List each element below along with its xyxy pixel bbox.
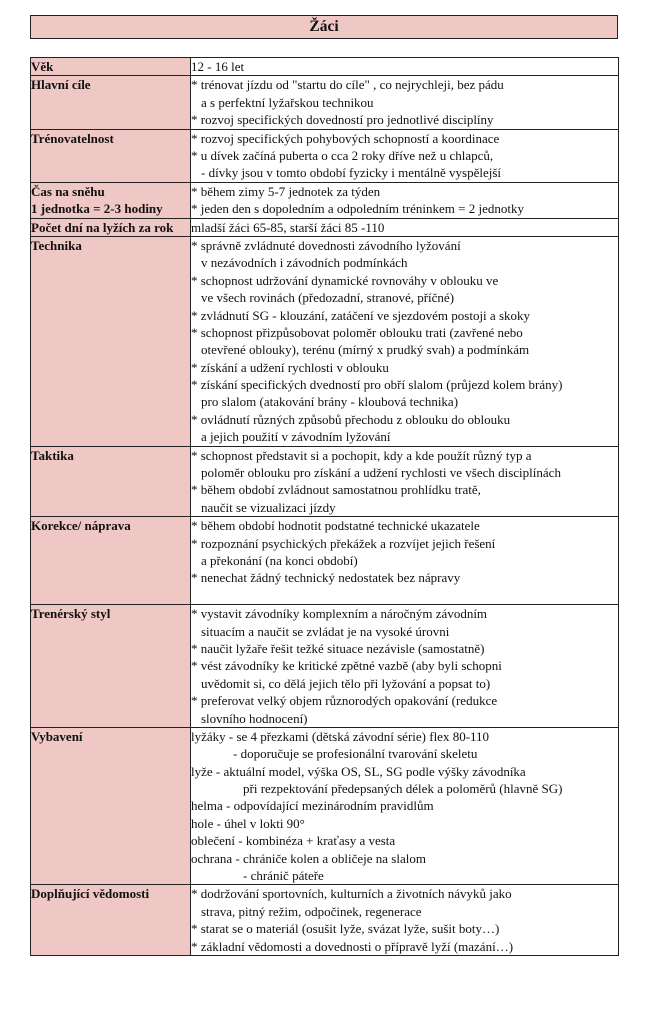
content-line — [191, 587, 618, 604]
content-line: - chránič páteře — [243, 868, 324, 884]
content-line: * starat se o materiál (osušit lyže, svázat lyže, sušit boty…) — [191, 921, 500, 937]
content-line: otevřené oblouky), terénu (mírný x prudký svah) a podmínkám — [201, 342, 530, 358]
training-table — [30, 57, 619, 956]
content-line: pro slalom (atakování brány - kloubová technika) — [201, 394, 459, 410]
content-line: - dívky jsou v tomto období fyzicky i mentálně vyspělejší — [201, 165, 502, 181]
table-row — [31, 605, 619, 728]
content-line: 12 - 16 let — [191, 59, 245, 74]
row-content — [191, 517, 619, 605]
table-row — [31, 885, 619, 956]
content-line: * získání specifických dvedností pro obří slalom (průjezd kolem brány) — [191, 377, 563, 393]
table-row — [31, 58, 619, 76]
row-label — [31, 885, 191, 956]
row-label-text: Věk — [31, 59, 54, 74]
content-line: * zvládnutí SG - klouzání, zatáčení ve sjezdovém postoji a skoky — [191, 307, 530, 323]
row-content — [191, 727, 619, 885]
content-line: * základní vědomosti a dovednosti o přípravě lyží (mazání…) — [191, 938, 514, 954]
content-line: naučit se vizualizaci jízdy — [201, 499, 336, 515]
row-label — [31, 58, 191, 76]
row-label — [31, 76, 191, 129]
row-label-text: Počet dní na lyžích za rok — [31, 219, 174, 235]
row-content — [191, 236, 619, 446]
content-line: * získání a udžení rychlosti v oblouku — [191, 359, 389, 375]
row-label-text: Taktika — [31, 447, 74, 463]
content-line: hole - úhel v lokti 90° — [191, 815, 305, 831]
row-label — [31, 182, 191, 218]
row-label-text: Doplňující vědomosti — [31, 886, 150, 902]
content-line: slovního hodnocení) — [201, 710, 308, 726]
content-line: * schopnost přizpůsobovat poloměr oblouku trati (zavřené nebo — [191, 324, 523, 340]
content-line: poloměr oblouku pro získání a udžení rychlosti ve všech disciplínách — [201, 465, 561, 481]
content-line: - doporučuje se profesionální tvarování skeletu — [233, 746, 478, 762]
row-content — [191, 58, 619, 76]
row-label — [31, 517, 191, 605]
content-line: lyžáky - se 4 přezkami (dětská závodní série) flex 80-110 — [191, 728, 490, 744]
row-label — [31, 129, 191, 182]
row-label-text: Trenérský styl — [31, 606, 111, 622]
row-content — [191, 218, 619, 236]
content-line: * naučit lyžaře řešit težké situace nezávisle (samostatně) — [191, 640, 485, 656]
row-label-text: Čas na sněhu — [31, 183, 105, 199]
row-label — [31, 236, 191, 446]
table-row — [31, 236, 619, 446]
table-row — [31, 517, 619, 605]
table-row — [31, 446, 619, 517]
content-line: * rozvoj specifických pohybových schopností a koordinace — [191, 130, 500, 146]
row-label — [31, 605, 191, 728]
row-content — [191, 885, 619, 956]
content-line: * během zimy 5-7 jednotek za týden — [191, 183, 381, 199]
content-line: oblečení - kombinéza + kraťasy a vesta — [191, 833, 396, 849]
content-line: * správně zvládnuté dovednosti závodního lyžování — [191, 237, 461, 253]
content-line: lyže - aktuální model, výška OS, SL, SG podle výšky závodníka — [191, 763, 526, 779]
table-body — [31, 58, 619, 956]
row-label-text: Technika — [31, 237, 82, 253]
table-row — [31, 182, 619, 218]
row-label — [31, 218, 191, 236]
row-content — [191, 129, 619, 182]
content-line: * vést závodníky ke kritické zpětné vazbě (aby byli schopni — [191, 658, 502, 674]
row-content — [191, 182, 619, 218]
content-line: * rozpoznání psychických překážek a rozvíjet jejich řešení — [191, 535, 496, 551]
content-line: * nenechat žádný technický nedostatek bez nápravy — [191, 570, 461, 586]
content-line: uvědomit si, co dělá jejich tělo při lyžování a popsat to) — [201, 675, 491, 691]
content-line: při rezpektování předepsaných délek a poloměrů (hlavně SG) — [243, 781, 563, 797]
content-line: * jeden den s dopoledním a odpoledním tréninkem = 2 jednotky — [191, 201, 524, 217]
content-line: * schopnost představit si a pochopit, kdy a kde použít různý typ a — [191, 447, 532, 463]
content-line: * u dívek začíná puberta o cca 2 roky dříve než u chlapců, — [191, 147, 494, 163]
table-row — [31, 129, 619, 182]
table-row — [31, 76, 619, 129]
table-row — [31, 727, 619, 885]
content-line: ochrana - chrániče kolen a obličeje na slalom — [191, 850, 426, 866]
content-line: strava, pitný režim, odpočinek, regenerace — [201, 903, 422, 919]
row-label — [31, 446, 191, 517]
content-line: * dodržování sportovních, kulturních a životních návyků jako — [191, 886, 512, 902]
content-line: mladší žáci 65-85, starší žáci 85 -110 — [191, 219, 385, 235]
row-content — [191, 76, 619, 129]
content-line: * během období zvládnout samostatnou prohlídku tratě, — [191, 482, 481, 498]
content-line: ve všech rovinách (předozadní, stranové, příčné) — [201, 290, 455, 306]
table-row — [31, 218, 619, 236]
content-line: helma - odpovídající mezinárodním pravidlům — [191, 798, 434, 814]
row-label-text: Vybavení — [31, 728, 83, 744]
row-label-text: Korekce/ náprava — [31, 518, 131, 534]
content-line: * preferovat velký objem různorodých opakování (redukce — [191, 693, 498, 709]
content-line: * schopnost udržování dynamické rovnováhy v oblouku ve — [191, 272, 499, 288]
content-line: a s perfektní lyžařskou technikou — [201, 94, 374, 110]
row-label-text: 1 jednotka = 2-3 hodiny — [31, 201, 163, 217]
content-line: a překonání (na konci období) — [201, 553, 358, 568]
row-label-text: Hlavní cíle — [31, 77, 91, 93]
content-line: * vystavit závodníky komplexním a náročným závodním — [191, 606, 488, 622]
content-line: * trénovat jízdu od "startu do cíle" , co nejrychleji, bez pádu — [191, 77, 504, 93]
content-line: * ovládnutí různých způsobů přechodu z oblouku do oblouku — [191, 411, 511, 427]
content-line: situacím a naučit se zvládat je na vysoké úrovni — [201, 623, 450, 639]
row-content — [191, 446, 619, 517]
page-title: Žáci — [30, 15, 618, 39]
content-line: * rozvoj specifických dovedností pro jednotlivé disciplíny — [191, 112, 494, 128]
content-line: a jejich použití v závodním lyžování — [201, 429, 391, 445]
row-content — [191, 605, 619, 728]
content-line: * během období hodnotit podstatné technické ukazatele — [191, 518, 480, 534]
row-label — [31, 727, 191, 885]
row-label-text: Trénovatelnost — [31, 130, 114, 146]
content-line: v nezávodních i závodních podmínkách — [201, 255, 408, 271]
